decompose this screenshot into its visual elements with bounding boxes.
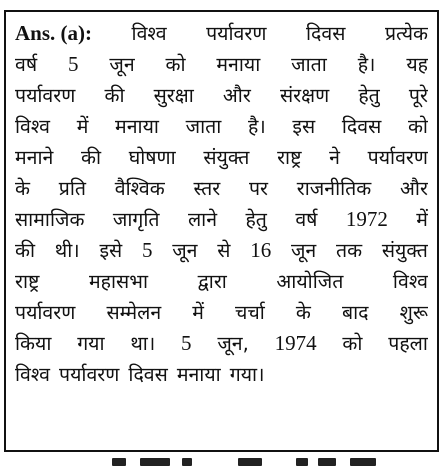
number: 5 bbox=[181, 331, 192, 355]
answer-line-10 bbox=[15, 297, 428, 328]
word: संयुक्त bbox=[203, 146, 250, 169]
word: थी। bbox=[54, 239, 80, 262]
word: वैश्विक bbox=[114, 177, 165, 200]
word: दिवस bbox=[128, 363, 168, 386]
word: राजनीतिक bbox=[296, 177, 372, 200]
word: के bbox=[15, 177, 30, 200]
word: ने bbox=[329, 146, 340, 169]
number: 1974 bbox=[274, 331, 317, 355]
number: 1972 bbox=[345, 207, 388, 231]
word: मनाया bbox=[176, 363, 221, 386]
word: में bbox=[416, 208, 428, 231]
word: जून bbox=[172, 239, 198, 262]
number: 5 bbox=[67, 52, 79, 76]
word: तक bbox=[335, 239, 363, 262]
word: जून bbox=[109, 53, 135, 76]
answer-line-3 bbox=[15, 80, 428, 111]
answer-line-2 bbox=[15, 49, 428, 80]
word: मनाने bbox=[15, 146, 54, 169]
word: गया bbox=[77, 332, 105, 355]
word: राष्ट्र bbox=[277, 146, 302, 169]
word: में bbox=[76, 115, 89, 138]
word: इसे bbox=[99, 239, 123, 262]
word: की bbox=[81, 146, 102, 169]
word: किया bbox=[15, 332, 52, 355]
word: इस bbox=[292, 115, 316, 138]
word: महासभा bbox=[88, 270, 148, 293]
word: को bbox=[165, 53, 186, 76]
word: है। bbox=[357, 53, 376, 76]
word: और bbox=[400, 177, 428, 200]
word: राष्ट्र bbox=[15, 270, 40, 293]
answer-line-5 bbox=[15, 142, 428, 173]
word: पहला bbox=[388, 332, 428, 355]
word: पर्यावरण bbox=[15, 301, 76, 324]
word: चर्चा bbox=[234, 301, 265, 324]
word: द्वारा bbox=[197, 270, 227, 293]
word: पर्यावरण bbox=[59, 363, 120, 386]
word: सुरक्षा bbox=[153, 84, 194, 107]
word: को bbox=[407, 115, 428, 138]
word: की bbox=[104, 84, 125, 107]
word: सामाजिक bbox=[15, 208, 85, 231]
word: जून bbox=[290, 239, 317, 262]
cut-off-next-text bbox=[0, 458, 445, 466]
answer-line-12 bbox=[15, 359, 428, 390]
word: संयुक्त bbox=[381, 239, 428, 262]
word: विश्व bbox=[15, 363, 51, 386]
word: सम्मेलन bbox=[106, 301, 162, 324]
answer-line-4 bbox=[15, 111, 428, 142]
answer-line-7 bbox=[15, 204, 428, 235]
word: संरक्षण bbox=[279, 84, 330, 107]
word: पर्यावरण bbox=[206, 22, 267, 45]
answer-box bbox=[4, 10, 439, 452]
word: को bbox=[342, 332, 363, 355]
word: जाता bbox=[185, 115, 222, 138]
answer-label: Ans. (a): bbox=[15, 21, 92, 45]
answer-line-11 bbox=[15, 328, 428, 359]
word: में bbox=[192, 301, 204, 324]
word: मनाया bbox=[216, 53, 261, 76]
word: जागृति bbox=[112, 208, 160, 231]
word: गया। bbox=[229, 363, 265, 386]
answer-line-1 bbox=[15, 18, 428, 49]
number: 5 bbox=[141, 238, 153, 262]
answer-line-9 bbox=[15, 266, 428, 297]
word: पर bbox=[248, 177, 268, 200]
word: के bbox=[295, 301, 311, 324]
word: पर्यावरण bbox=[15, 84, 76, 107]
word: वर्ष bbox=[295, 208, 318, 231]
word: विश्व bbox=[131, 22, 167, 45]
word: बाद bbox=[341, 301, 369, 324]
word: पर्यावरण bbox=[367, 146, 428, 169]
answer-line-8 bbox=[15, 235, 428, 266]
word: स्तर bbox=[193, 177, 221, 200]
word: प्रत्येक bbox=[384, 22, 428, 45]
word: है। bbox=[247, 115, 266, 138]
word: दिवस bbox=[341, 115, 382, 138]
word: यह bbox=[406, 53, 428, 76]
number: 16 bbox=[250, 238, 272, 262]
word: प्रति bbox=[58, 177, 86, 200]
word: विश्व bbox=[15, 115, 51, 138]
word: दिवस bbox=[305, 22, 346, 45]
word: और bbox=[222, 84, 251, 107]
word: शुरू bbox=[399, 301, 428, 324]
word: जाता bbox=[291, 53, 327, 76]
word: आयोजित bbox=[276, 270, 344, 293]
word: था। bbox=[130, 332, 156, 355]
word: मनाया bbox=[115, 115, 159, 138]
word: हेतु bbox=[245, 208, 267, 231]
word: पूरे bbox=[408, 84, 428, 107]
word: वर्ष bbox=[15, 53, 38, 76]
answer-line-6 bbox=[15, 173, 428, 204]
word: जून, bbox=[217, 332, 249, 355]
word: विश्व bbox=[392, 270, 428, 293]
word: हेतु bbox=[358, 84, 380, 107]
word: घोषणा bbox=[128, 146, 176, 169]
word: लाने bbox=[187, 208, 218, 231]
word: से bbox=[217, 239, 231, 262]
word: की bbox=[15, 239, 36, 262]
